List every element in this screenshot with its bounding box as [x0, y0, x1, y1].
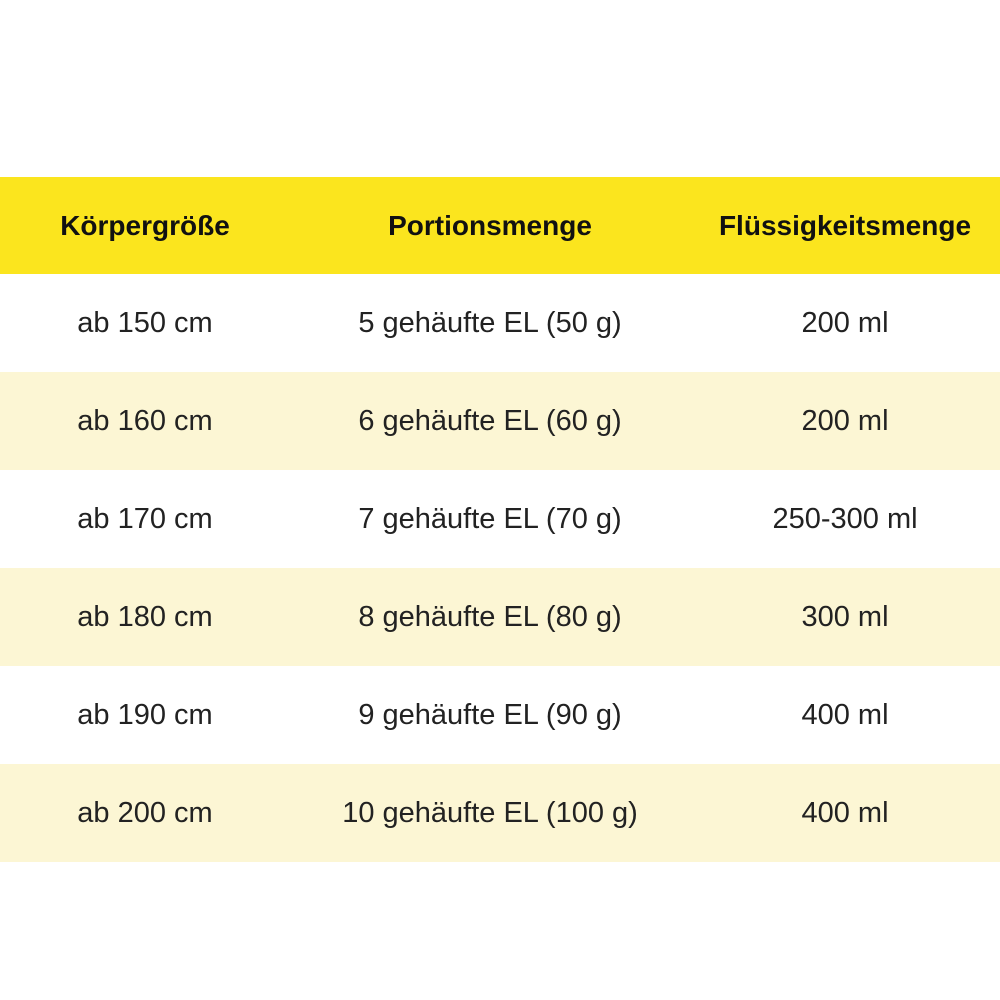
table-row — [0, 274, 1000, 372]
cell-height: ab 200 cm — [77, 796, 213, 829]
cell-liquid: 300 ml — [801, 600, 889, 633]
portion-table — [0, 177, 1000, 862]
table-header-row — [0, 177, 1000, 274]
cell-height: ab 190 cm — [77, 698, 213, 731]
header-fluessigkeitsmenge: Flüssigkeitsmenge — [718, 209, 972, 241]
cell-portion: 9 gehäufte EL (90 g) — [358, 698, 622, 731]
cell-height: ab 160 cm — [77, 404, 213, 437]
cell-portion: 7 gehäufte EL (70 g) — [358, 502, 622, 535]
table-row — [0, 568, 1000, 666]
cell-height: ab 180 cm — [77, 600, 213, 633]
cell-portion: 6 gehäufte EL (60 g) — [358, 404, 622, 437]
cell-liquid: 250-300 ml — [772, 502, 918, 535]
cell-liquid: 200 ml — [801, 404, 889, 437]
header-koerpergroesse: Körpergröße — [60, 209, 230, 241]
cell-portion: 10 gehäufte EL (100 g) — [342, 796, 638, 829]
table-row — [0, 470, 1000, 568]
cell-liquid: 400 ml — [801, 796, 889, 829]
table-row — [0, 764, 1000, 862]
cell-portion: 8 gehäufte EL (80 g) — [358, 600, 622, 633]
cell-liquid: 400 ml — [801, 698, 889, 731]
table-row — [0, 372, 1000, 470]
header-portionsmenge: Portionsmenge — [388, 209, 592, 241]
cell-portion: 5 gehäufte EL (50 g) — [358, 306, 622, 339]
cell-height: ab 150 cm — [77, 306, 213, 339]
cell-height: ab 170 cm — [77, 502, 213, 535]
table-row — [0, 666, 1000, 764]
cell-liquid: 200 ml — [801, 306, 889, 339]
